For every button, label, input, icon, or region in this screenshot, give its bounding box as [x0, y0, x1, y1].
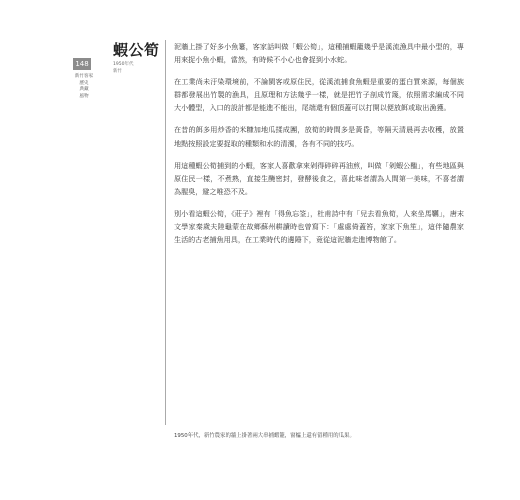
vertical-divider	[165, 40, 166, 425]
paragraph: 在昔的餌多用炒香的米糠加地瓜揉成團，放筍的時間多是黃昏，等隔天清晨再去收穫，放置地點按照設定要捉取的種類和水的清濁，各有不同的技巧。	[174, 125, 464, 148]
running-header-line: 風物	[79, 93, 89, 99]
page-subtitle	[113, 62, 163, 75]
page-title: 蝦公筍	[113, 41, 160, 59]
paragraph: 用這種蝦公筍捕到的小蝦，客家人喜歡拿來剁得碎碎再油煎，叫做「剁蝦公醢」，有些地區與原住民一樣，不煮熟，直接生醃密封，發酵後食之，喜此味者謂為人間第一美味，不喜者謂為腥臭，避之唯恐不及。	[174, 160, 464, 196]
paragraph: 別小看這蝦公筍，《莊子》裡有「得魚忘筌」，杜甫詩中有「兒去看魚筍，人來坐馬韉」，唐末文學家秦歲夫陸龜蒙在故鄉蘇州耕讀時也曾寫下：「處處倚蓋笞，家家下魚笙」，這伴隨農家生活的古老捕魚用具，在工業時代的邊陲下，竟從這泥牆走進博物館了。	[174, 208, 464, 245]
running-header-line: 新竹客家	[74, 74, 94, 79]
page-number: 148	[73, 58, 91, 70]
running-header-line: 典藏	[79, 87, 89, 92]
photo-caption: 1950年代，新竹農家的牆上掛著兩大串捕蝦籠，窗櫺上還有留種用的瓜果。	[174, 433, 355, 439]
title-block	[113, 40, 163, 75]
subtitle-line: 1950年代	[113, 62, 134, 67]
paragraph: 泥牆上掛了好多小魚簍，客家話叫做「蝦公筍」，這種捕蝦籠幾乎是溪流漁具中最小型的，專用來捉小魚小蝦，當然，有時候不小心也會捉到小水蛇。	[174, 42, 464, 65]
running-header-line: 歷史	[79, 80, 89, 86]
paragraph: 在工業尚未汙染環境前，不論閩客或原住民，從溪流捕食魚蝦是重要的蛋白質來源，每個族群都發展出竹製的漁具，且原理和方法幾乎一樣，就是把竹子剖成竹篾，依照需求編成不同大小體型，入口的設計都是能進不能出，尾端還有個頂蓋可以打開以便放餌或取出漁獲。	[174, 77, 464, 113]
body-text	[174, 40, 464, 255]
subtitle-line: 新竹	[113, 68, 122, 74]
running-header	[73, 74, 95, 100]
